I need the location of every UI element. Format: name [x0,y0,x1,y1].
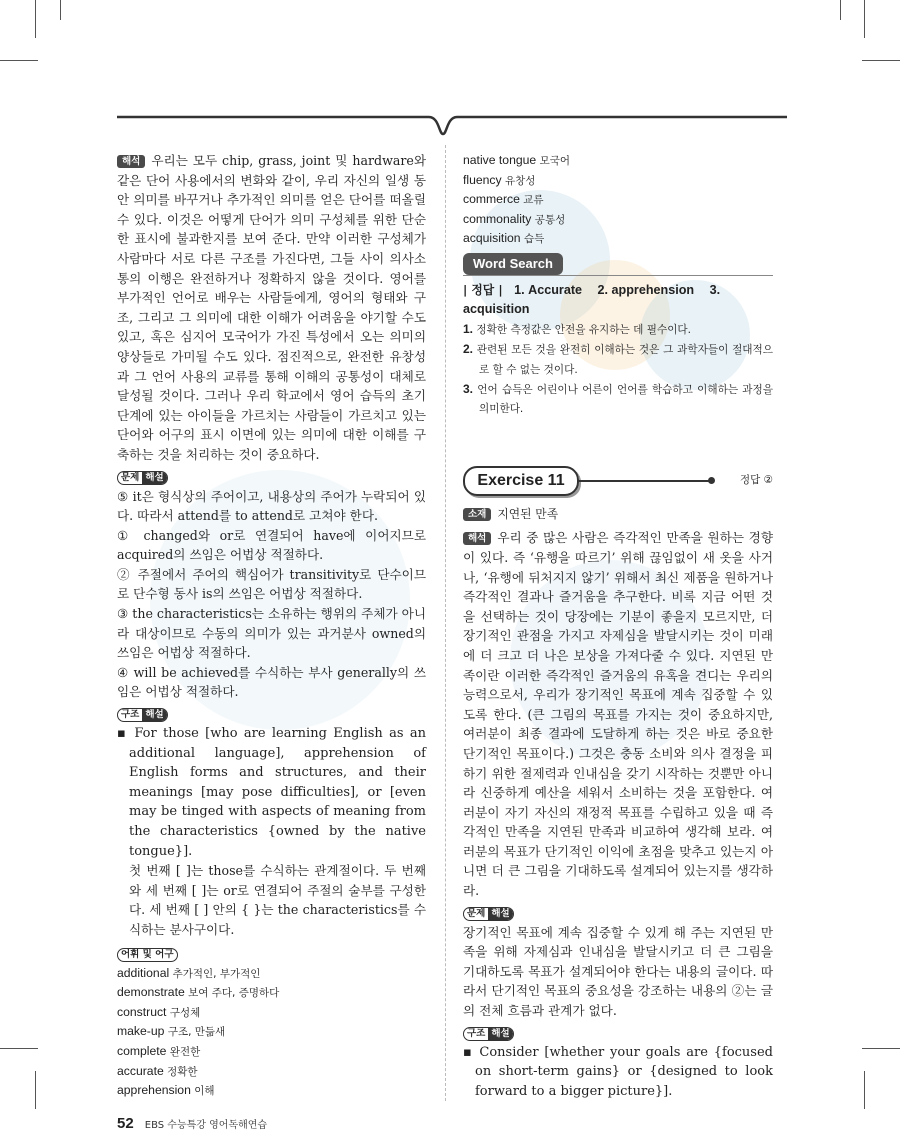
problem-explanation-label: 문제 해설 [117,471,168,485]
exercise-rule-dot [708,477,715,484]
vocab-item: construct 구성체 [117,1004,201,1019]
crop-mark [35,0,36,38]
problem-explanation-label: 문제 해설 [463,907,514,921]
vocab-list [463,151,773,249]
word-search-answers: | 정답 | 1. Accurate 2. apprehension 3. acquisition [463,282,721,317]
problem-explanation: 장기적인 목표에 계속 집중할 수 있게 해 주는 지연된 만족을 위해 자제심과 인내심을 발달시키고 더 큰 그림을 기대하도록 목표가 설계되어야 한다는 내용의 글이다. 따라서 단기적인 목표의 중요성을 강조하는 내용의 ②는 글의 전체 흐름과 관계가 없다. [463,924,773,1019]
translation-badge: 해석 [117,155,145,168]
vocab-item: acquisition 습득 [463,231,545,246]
structure-sentence: ▪ For those [who are learning English as an additional language], apprehension of English forms and structures, and their meanings [may pose difficulties], or [even may be tinged with aspects of meaning from the characteristics {owned by the native tongue}]. [117,726,426,859]
crop-mark [862,60,900,61]
crop-mark [864,1071,865,1109]
exercise-title: Exercise 11 [463,466,579,496]
right-column [463,151,773,1101]
header-rule [117,100,787,140]
problem-item: ④ will be achieved를 수식하는 부사 generally의 쓰임은 어법상 적절하다. [117,664,426,700]
vocab-item: complete 완전한 [117,1043,201,1058]
topic-badge: 소재 [463,508,491,521]
vocab-item: additional 추가적인, 부가적인 [117,965,261,980]
problem-item: ③ the characteristics는 소유하는 행위의 주체가 아니라 대상이므로 수동의 의미가 있는 과거분사 owned의 쓰임은 어법상 적절하다. [117,606,426,661]
structure-sentence: ▪ Consider [whether your goals are {focused on short-term gains} or {designed to look forward to a bigger picture}]. [463,1044,773,1099]
word-search-item: 1. 정확한 측정값은 안전을 유지하는 데 필수이다. [463,321,692,336]
exercise-answer: 정답 ② [739,473,773,486]
word-search-item: 3. 언어 습득은 어린이나 어른이 언어를 학습하고 이해하는 과정을 의미한다. [463,381,773,416]
translation-paragraph: 해석 우리는 모두 chip, grass, joint 및 hardware와 같은 단어 사용에서의 변화와 같이, 우리 자신의 일생 동안 의미를 바꾸거나 추가적인 의미를 얻은 단어를 떠올릴 수 있다. 이것은 어떻게 단어가 의미 구성체를 위한 단순한 표시에 불과한지를 보여 준다. 만약 이러한 구성체가 사람마다 서로 다른 구조를 가진다면, 그들 사이 의사소통의 이행은 완전하거나 정확하지 않을 것이다. 영어를 부가적인 언어로 배우는 사람들에게, 영어의 형태와 구조, 그리고 그 의미에 대한 이해가 어려움을 야기할 수도 있고, 혹은 심지어 모국어가 가진 특성에서 오는 의미의 양상들로 가미될 수도 있다. 점진적으로, 완전한 유창성과 그 언어 사용의 교류를 통해 이해의 공통성이 대체로 달성될 것이다. 그러나 우리 학교에서 영어 습득의 초기 단계에 있는 아이들을 가르치는 사람들이 가르치고 있는 단어와 어구의 표시 이면에 있는 의미에 대한 이해를 구축하는 것을 처리하는 것이 중요하다. [117,153,426,462]
problem-item: ② 주절에서 주어의 핵심어가 transitivity로 단수이므로 단수형 동사 is의 쓰임은 어법상 적절하다. [117,566,426,602]
vocab-item: apprehension 이해 [117,1083,215,1098]
problem-item: ⑤ it은 형식상의 주어이고, 내용상의 주어가 누락되어 있다. 따라서 attend를 to attend로 고쳐야 한다. [117,488,426,524]
word-search-title: Word Search [463,253,563,275]
vocab-item: accurate 정확한 [117,1063,198,1078]
crop-mark [60,0,61,20]
topic: 소재 지연된 만족 [463,504,773,525]
vocab-label: 어휘 및 어구 [117,948,178,962]
vocab-item: make-up 구조, 만듦새 [117,1024,226,1039]
crop-mark [862,1048,900,1049]
word-search-item: 2. 관련된 모든 것을 완전히 이해하는 것은 그 과학자들이 절대적으로 할 수 없는 것이다. [463,342,774,376]
exercise-header [463,466,773,496]
vocab-list [117,964,426,1101]
crop-mark [0,1048,38,1049]
crop-mark [35,1071,36,1109]
translation-badge: 해석 [463,532,491,545]
vocab-item: native tongue 모국어 [463,153,571,167]
structure-explanation-label: 구조 해설 [117,708,168,722]
structure-explanation-label: 구조 해설 [463,1027,514,1041]
vocab-item: commonality 공통성 [463,211,566,226]
vocab-item: demonstrate 보여 주다, 증명하다 [117,985,280,1000]
exercise-rule [579,480,711,482]
crop-mark [0,60,38,61]
page-footer [117,1113,267,1132]
crop-mark [840,0,841,20]
column-divider [445,145,446,1101]
crop-mark [864,0,865,38]
structure-note: 첫 번째 [ ]는 those를 수식하는 관계절이다. 두 번째와 세 번째 [ ]는 or로 연결되어 주절의 술부를 구성한다. 세 번째 [ ] 안의 { }는 the characteristics를 수식하는 분사구이다. [129,863,426,937]
word-search-rule [463,275,773,276]
left-column [117,151,426,1101]
vocab-item: fluency 유창성 [463,172,536,187]
vocab-item: commerce 교류 [463,192,544,207]
translation-paragraph: 해석 우리 중 많은 사람은 즉각적인 만족을 원하는 경향이 있다. 즉 ‘유행을 따르기’ 위해 끊임없이 새 옷을 사거나, ‘유행에 뒤처지지 않기’ 위해서 최신 제품을 원하거나 즉각적인 결과나 즐거움을 추구한다. 비록 지금 어떤 것을 선택하는 것이 당장에는 기분이 좋을지 모르지만, 더 장기적인 관점을 가지고 자제심을 발달시키는 것이 미래에 더 크고 더 나은 보상을 가져다줄 수 있다. 지연된 만족이란 이러한 즉각적인 즐거움의 유혹을 견디는 우리의 능력으로서, 우리가 장기적인 목표에 계속 집중할 수 있도록 한다. (큰 그림의 목표를 가지는 것이 중요하지만, 여러분이 최종 결과에 도달하게 하는 것은 바로 중요한 단기적인 목표이다.) 그것은 충동 소비와 의사 결정을 피하기 위한 절제력과 인내심을 갖기 시작하는 것뿐만 아니라 신중하게 예산을 세워서 소비하는 것을 포함한다. 여러분이 자기 자신의 재정적 목표를 수립하고 있을 때 즉각적인 만족을 지연된 만족과 비교하여 생각해 보라. 여러분의 목표가 단기적인 이익에 초점을 맞추고 있는지 아니면 더 큰 그림을 기대하도록 설계되어 있는지를 생각하라. [463,530,773,899]
book-title: EBS 수능특강 영어독해연습 [144,1120,268,1131]
page-number: 52 [117,1115,134,1132]
problem-item: ① changed와 or로 연결되어 have에 이어지므로 acquired의 쓰임은 어법상 적절하다. [117,527,426,563]
